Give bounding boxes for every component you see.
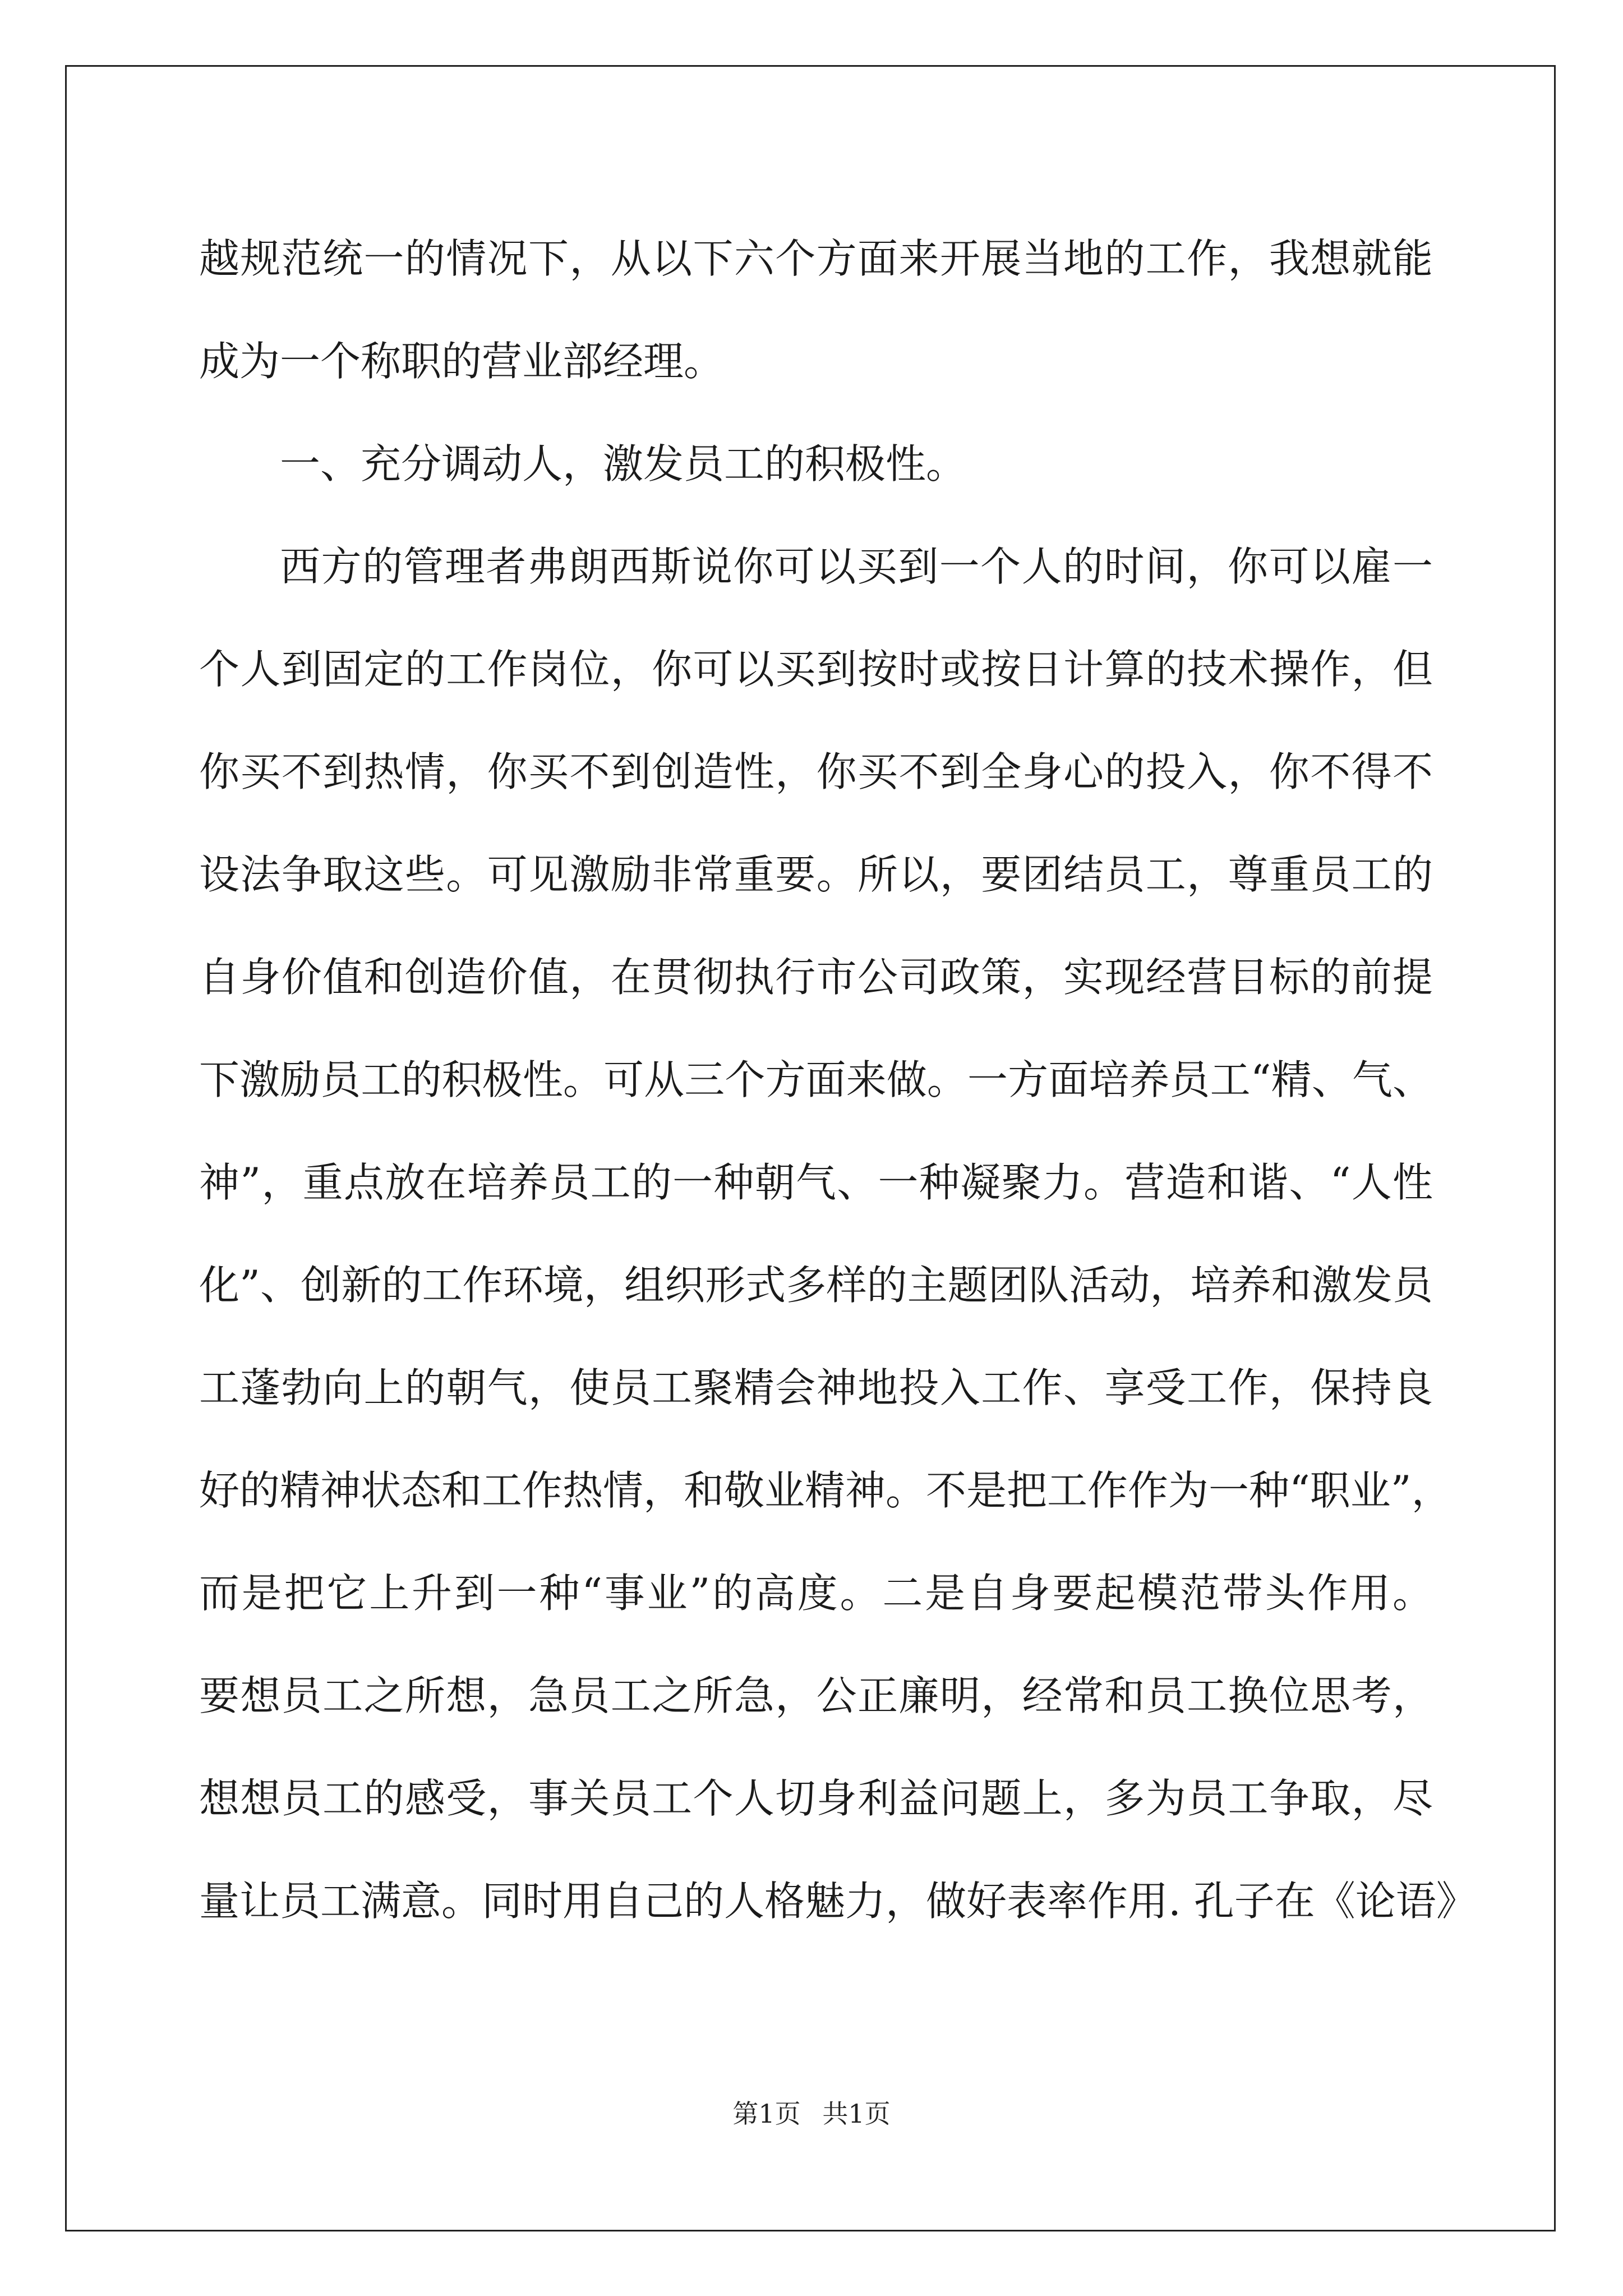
page-number: 第1页	[732, 2099, 801, 2129]
text-line: 而是把它上升到一种“事业”的高度。二是自身要起模范带头作用。	[199, 1570, 1433, 1617]
text-line: 成为一个称职的营业部经理。	[199, 338, 725, 385]
text-line: 你买不到热情，你买不到创造性，你买不到全身心的投入，你不得不	[199, 748, 1433, 795]
text-line: 下激励员工的积极性。可从三个方面来做。一方面培养员工“精、气、	[199, 1056, 1433, 1103]
text-line: 好的精神状态和工作热情，和敬业精神。不是把工作作为一种“职业”，	[199, 1467, 1452, 1514]
text-line: 量让员工满意。同时用自己的人格魅力，做好表率作用. 孔子在《论语》	[199, 1878, 1477, 1925]
text-line: 工蓬勃向上的朝气，使员工聚精会神地投入工作、享受工作，保持良	[199, 1364, 1433, 1411]
text-line: 越规范统一的情况下，从以下六个方面来开展当地的工作，我想就能	[199, 235, 1433, 282]
text-line: 神”，重点放在培养员工的一种朝气、一种凝聚力。营造和谐、“人性	[199, 1159, 1433, 1206]
text-line: 化”、创新的工作环境，组织形式多样的主题团队活动，培养和激发员	[199, 1262, 1433, 1309]
text-line: 自身价值和创造价值，在贯彻执行市公司政策，实现经营目标的前提	[199, 954, 1433, 1001]
text-line: 要想员工之所想，急员工之所急，公正廉明，经常和员工换位思考，	[199, 1672, 1433, 1719]
text-line: 西方的管理者弗朗西斯说你可以买到一个人的时间，你可以雇一	[280, 543, 1433, 590]
text-line: 想想员工的感受，事关员工个人切身利益问题上，多为员工争取，尽	[199, 1775, 1433, 1822]
text-line: 个人到固定的工作岗位，你可以买到按时或按日计算的技术操作，但	[199, 646, 1433, 693]
page-footer	[0, 2093, 1623, 2131]
document-body	[199, 208, 1477, 1953]
section-heading: 一、充分调动人，激发员工的积极性。	[280, 440, 967, 487]
page-total: 共1页	[822, 2099, 891, 2129]
text-line: 设法争取这些。可见激励非常重要。所以，要团结员工，尊重员工的	[199, 851, 1433, 898]
